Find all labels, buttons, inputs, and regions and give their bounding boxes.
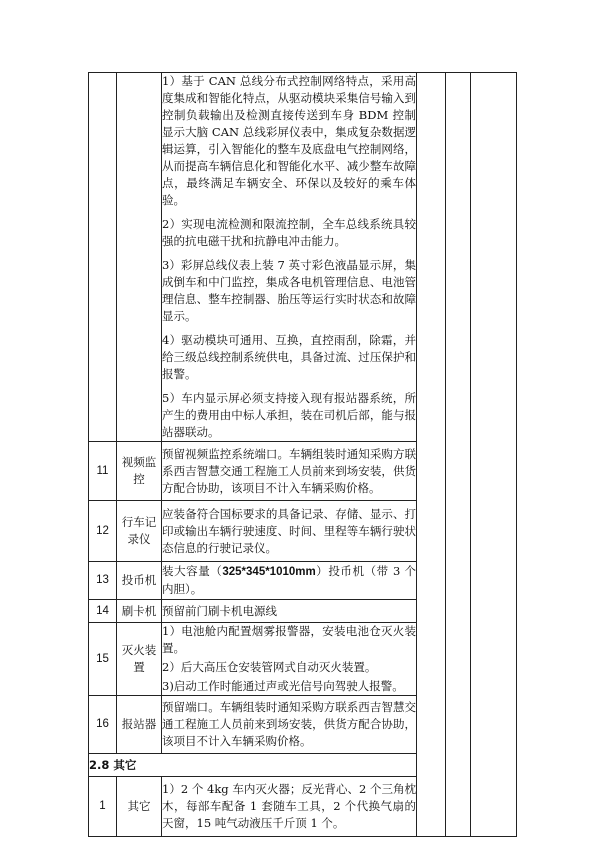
row-number: 13 (89, 562, 117, 600)
row-name: 报站器 (117, 696, 162, 754)
row-description: 预留视频监控系统端口。车辆组装时通知采购方联系西吉智慧交通工程施工人员前来到场安装，供货方配合协助，该项目不计入车辆采购价格。 (162, 442, 417, 501)
desc-paragraph: 1）基于 CAN 总线分布式控制网络特点，采用高度集成和智能化特点，从驱动模块采集信号输入到控制负载输出及检测直接传送到车身 BDM 控制显示大脑 CAN 总线彩屏仪表中，集成复杂数据逻辑运算，引入智能化的整车及底盘电气控制网络，从而提高车辆信息化和智能化水平、减少整车故障点，最终满足车辆安全、环保以及较好的乘车体验。 (162, 74, 416, 207)
row-name: 其它 (117, 777, 162, 837)
desc-paragraph: 2）后大高压仓安装管网式自动灭火装置。 (162, 660, 377, 674)
blank-column (471, 73, 517, 837)
row-name: 刷卡机 (117, 600, 162, 623)
row-number: 14 (89, 600, 117, 623)
row-description: 预留前门刷卡机电源线 (162, 600, 417, 623)
row-name: 视频监控 (117, 442, 162, 501)
section-title: 2.8 其它 (89, 754, 417, 777)
row-number (89, 73, 117, 442)
row-description (162, 623, 417, 696)
row-number: 15 (89, 623, 117, 696)
row-description: 1）2 个 4kg 车内灭火器；反光背心、2 个三角枕木，每部车配备 1 套随车工具，2 个代换气扇的天窗，15 吨气动液压千斤顶 1 个。 (162, 777, 417, 837)
row-number: 12 (89, 501, 117, 562)
row-description (162, 73, 417, 442)
desc-paragraph: 2）实现电流检测和限流控制，全车总线系统具较强的抗电磁干扰和抗静电冲击能力。 (162, 217, 416, 248)
blank-column (446, 73, 471, 837)
row-description: 应装备符合国标要求的具备记录、存储、显示、打印或输出车辆行驶速度、时间、里程等车辆行驶状态信息的行驶记录仪。 (162, 501, 417, 562)
desc-paragraph: 3）彩屏总线仪表上装 7 英寸彩色液晶显示屏，集成倒车和中门监控，集成各电机管理信息、电池管理信息、整车控制器、胎压等运行实时状态和故障显示。 (162, 258, 416, 323)
spec-table (88, 72, 517, 837)
desc-paragraph: 4）驱动模块可通用、互换，直控雨刮，除霜，并给三级总线控制系统供电，具备过流、过压保护和报警。 (162, 333, 416, 381)
desc-paragraph: 1）电池舱内配置烟雾报警器，安装电池仓灭火装置。 (162, 624, 416, 655)
row-number: 11 (89, 442, 117, 501)
row-number: 1 (89, 777, 117, 837)
row-name: 行车记录仪 (117, 501, 162, 562)
desc-text: 装大容量（ (162, 564, 223, 578)
row-name (117, 73, 162, 442)
coin-box-dimensions: 325*345*1010mm (222, 566, 316, 578)
row-name: 灭火装置 (117, 623, 162, 696)
desc-paragraph: 3)启动工作时能通过声或光信号向驾驶人报警。 (162, 679, 404, 693)
desc-paragraph: 5）车内显示屏必须支持接入现有报站器系统，所产生的费用由中标人承担，装在司机后部，能与报站器联动。 (162, 391, 416, 439)
desc-text: ）投币机（带 3 个内胆）。 (162, 564, 416, 596)
row-description: 预留端口。车辆组装时通知采购方联系西吉智慧交通工程施工人员前来到场安装，供货方配合协助，该项目不计入车辆采购价格。 (162, 696, 417, 754)
row-description (162, 562, 417, 600)
table-row (89, 73, 517, 442)
row-name: 投币机 (117, 562, 162, 600)
blank-column (417, 73, 446, 837)
row-number: 16 (89, 696, 117, 754)
